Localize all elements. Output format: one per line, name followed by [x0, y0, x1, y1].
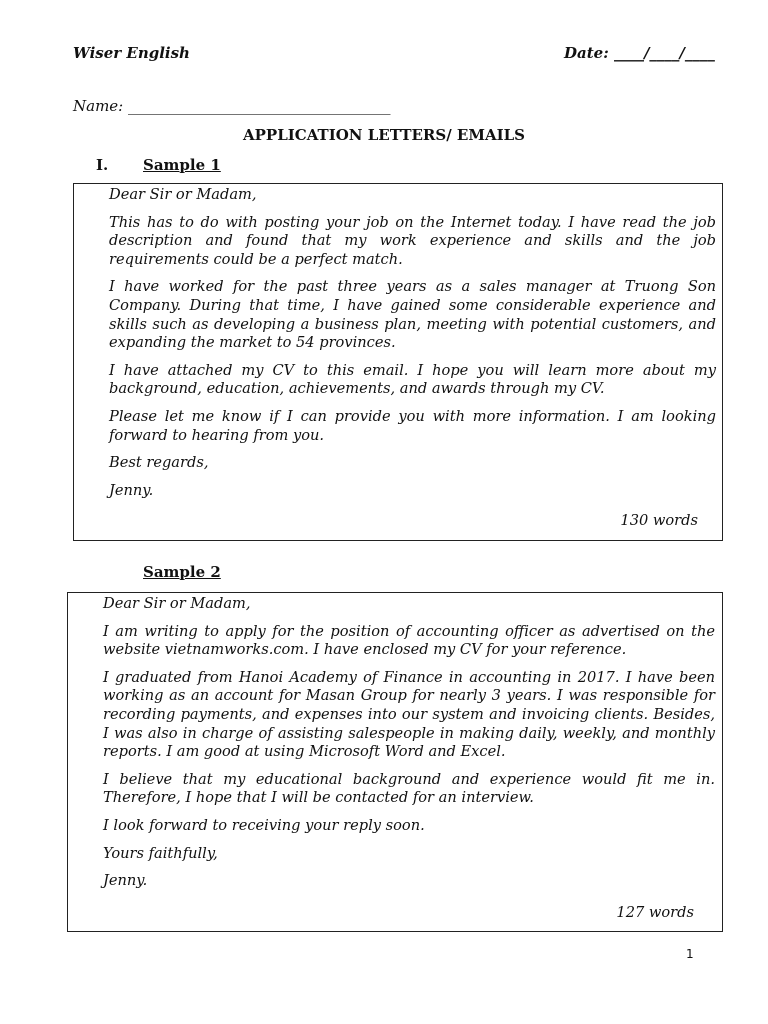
sample2-box	[67, 592, 723, 932]
date-field: Date: ____/____/____	[564, 44, 715, 62]
sample2-letter	[103, 595, 715, 891]
section-number: I.	[96, 156, 109, 174]
sample1-paragraph: Jenny.	[109, 481, 154, 499]
sample1-box	[73, 183, 723, 541]
sample1-paragraph: This has to do with posting your job on the Internet today. I have read the job description and found that my work experience and skills and the job requirements could be a perfect match.	[109, 213, 716, 268]
sample2-paragraph: I believe that my educational background and experience would fit me in. Therefore, I hope that I will be contacted for an interview.	[103, 770, 715, 807]
sample1-paragraph: Best regards,	[109, 454, 209, 472]
name-field: Name: ___________________________________	[73, 97, 391, 115]
sample1-word-count: 130 words	[620, 512, 698, 529]
sample1-letter	[109, 186, 716, 500]
sample1-heading: Sample 1	[143, 156, 221, 174]
sample2-heading: Sample 2	[143, 563, 221, 581]
page-number: 1	[686, 947, 694, 961]
sample2-word-count: 127 words	[616, 904, 694, 921]
page-title: APPLICATION LETTERS/ EMAILS	[243, 126, 525, 144]
sample2-paragraph: I look forward to receiving your reply soon.	[103, 816, 425, 834]
school-name: Wiser English	[73, 44, 190, 62]
sample1-paragraph: I have worked for the past three years as a sales manager at Truong Son Company. During that time, I have gained some considerable experience and skills such as developing a business plan, meeting with potential customers, and expanding the market to 54 provinces.	[109, 278, 716, 352]
sample2-paragraph: Dear Sir or Madam,	[103, 595, 251, 612]
sample2-paragraph: I graduated from Hanoi Academy of Finance in accounting in 2017. I have been working as an account for Masan Group for nearly 3 years. I was responsible for recording payments, and expenses into our system and invoicing clients. Besides, I was also in charge of assisting salespeople in making daily, weekly, and monthly reports. I am good at using Microsoft Word and Excel.	[103, 668, 715, 761]
sample2-paragraph: Jenny.	[103, 872, 148, 890]
sample1-paragraph: I have attached my CV to this email. I hope you will learn more about my background, education, achievements, and awards through my CV.	[109, 361, 716, 398]
sample1-paragraph: Dear Sir or Madam,	[109, 186, 257, 203]
sample2-paragraph: I am writing to apply for the position of accounting officer as advertised on the website vietnamworks.com. I have enclosed my CV for your reference.	[103, 622, 715, 659]
sample2-paragraph: Yours faithfully,	[103, 844, 218, 862]
sample1-paragraph: Please let me know if I can provide you with more information. I am looking forward to hearing from you.	[109, 407, 716, 444]
